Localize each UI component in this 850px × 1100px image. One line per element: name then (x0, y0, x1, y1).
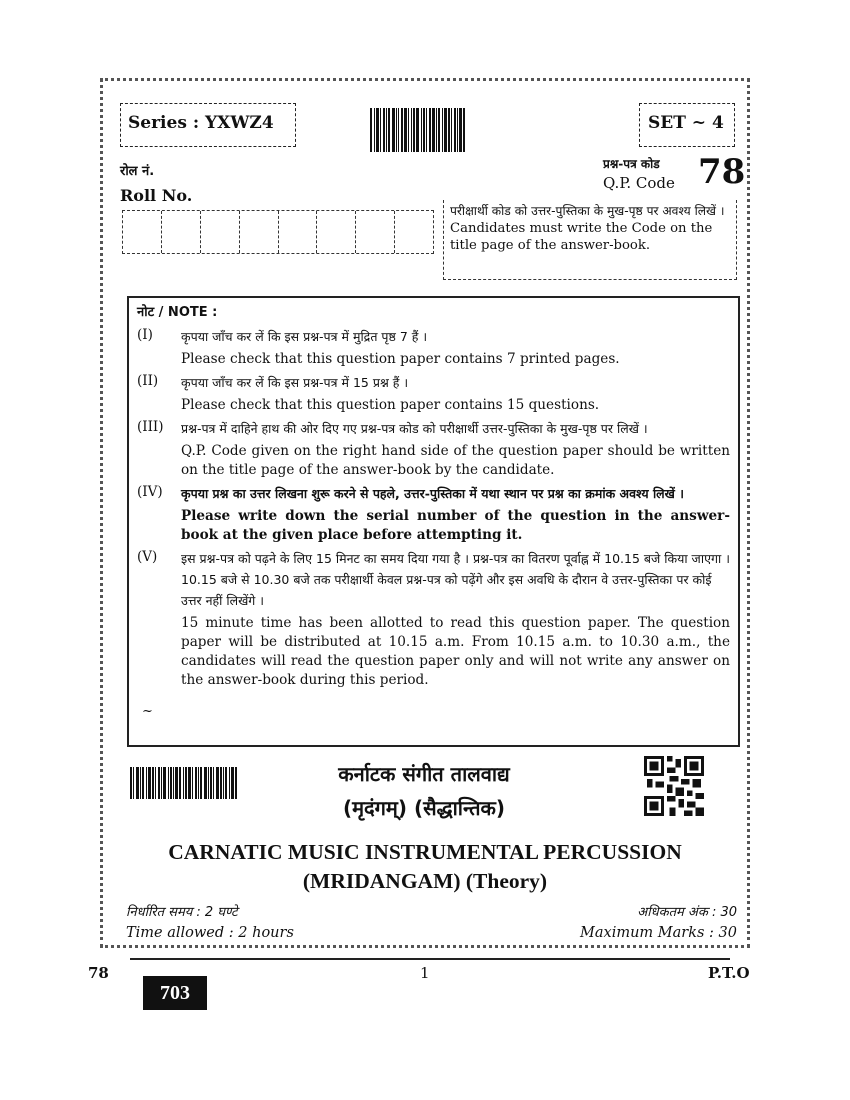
note-text-en: Please check that this question paper contains 7 printed pages. (181, 351, 620, 367)
roll-no-label-hi: रोल नं. (120, 164, 155, 179)
roll-no-label-en: Roll No. (120, 186, 193, 205)
roll-number-box[interactable] (240, 211, 279, 253)
candidate-instruction-en: Candidates must write the Code on the title page of the answer-book. (450, 221, 713, 253)
subject-title-hi (300, 757, 548, 825)
note-text-en: Q.P. Code given on the right hand side of the question paper should be written on the title page of the answer-book by the candidate. (181, 443, 730, 478)
note-text-en: Please write down the serial number of the question in the answer-book at the given place before attempting it. (181, 508, 730, 543)
roll-number-box[interactable] (395, 211, 433, 253)
note-item (137, 548, 730, 690)
series-label: Series : YXWZ4 (120, 103, 296, 147)
tilde-mark: ~ (142, 704, 153, 719)
qr-code-icon (644, 756, 704, 816)
roll-number-boxes[interactable] (122, 210, 434, 254)
time-allowed-en: Time allowed : 2 hours (126, 925, 294, 941)
note-number: (II) (137, 373, 159, 389)
subject-title-en-line1: CARNATIC MUSIC INSTRUMENTAL PERCUSSION (168, 840, 682, 864)
note-number: (I) (137, 327, 153, 343)
barcode-bar (235, 767, 237, 799)
subject-title-en-line2: (MRIDANGAM) (Theory) (302, 869, 548, 893)
qp-code-label-hi: प्रश्न-पत्र कोड (603, 157, 660, 171)
barcode-top (370, 108, 498, 152)
note-box (127, 296, 740, 747)
note-text-hi: कृपया जाँच कर लें कि इस प्रश्न-पत्र में 15 प्रश्न हैं । (181, 375, 409, 390)
roll-number-box[interactable] (162, 211, 201, 253)
barcode-bottom (130, 767, 278, 799)
note-text-hi: कृपया जाँच कर लें कि इस प्रश्न-पत्र में मुद्रित पृष्ठ 7 हैं । (181, 329, 428, 344)
note-number: (V) (137, 549, 158, 565)
roll-number-box[interactable] (356, 211, 395, 253)
note-item (137, 326, 730, 369)
subject-title-en (100, 838, 750, 896)
barcode-bar (463, 108, 465, 152)
subject-title-hi-line2: (मृदंगम्) (सैद्धान्तिक) (342, 796, 506, 820)
note-text-hi: इस प्रश्न-पत्र को पढ़ने के लिए 15 मिनट का समय दिया गया है । प्रश्न-पत्र का वितरण पूर्वाह्न में 10.15 बजे किया जाएगा । 10.15 बजे से 10.30 बजे तक परीक्षार्थी केवल प्रश्न-पत्र को पढ़ेंगे और इस अवधि के दौरान वे उत्तर-पुस्तिका पर कोई उत्तर नहीं लिखेंगे । (181, 551, 730, 608)
qp-code-label-en: Q.P. Code (603, 174, 675, 192)
note-item (137, 418, 730, 480)
subject-title-hi-line1: कर्नाटक संगीत तालवाद्य (338, 762, 510, 786)
footer-rule (130, 958, 730, 960)
candidate-instruction-box (443, 200, 737, 280)
note-number: (III) (137, 419, 164, 435)
pto-label: P.T.O (708, 964, 750, 982)
roll-number-box[interactable] (123, 211, 162, 253)
roll-number-box[interactable] (317, 211, 356, 253)
paper-code-badge: 703 (143, 976, 207, 1010)
note-item (137, 372, 730, 415)
time-allowed-hi: निर्धारित समय : 2 घण्टे (126, 905, 238, 920)
max-marks-hi: अधिकतम अंक : 30 (637, 905, 737, 920)
page-number: 1 (420, 964, 430, 982)
max-marks-en: Maximum Marks : 30 (580, 925, 737, 941)
set-label: SET ~ 4 (639, 103, 735, 147)
note-text-en: Please check that this question paper contains 15 questions. (181, 397, 600, 413)
note-number: (IV) (137, 484, 163, 500)
note-item (137, 483, 730, 545)
candidate-instruction-hi: परीक्षार्थी कोड को उत्तर-पुस्तिका के मुख-पृष्ठ पर अवश्य लिखें । (450, 204, 725, 218)
note-text-hi: कृपया प्रश्न का उत्तर लिखना शुरू करने से पहले, उत्तर-पुस्तिका में यथा स्थान पर प्रश्न का क्रमांक अवश्य लिखें । (181, 486, 684, 501)
roll-number-box[interactable] (279, 211, 318, 253)
note-text-en: 15 minute time has been allotted to read this question paper. The question paper will be distributed at 10.15 a.m. From 10.15 a.m. to 10.30 a.m., the candidates will read the question paper only and will not write any answer on the answer-book during this period. (181, 615, 730, 688)
footer-qp-code: 78 (88, 964, 109, 982)
qp-code-number: 78 (698, 152, 746, 192)
note-text-hi: प्रश्न-पत्र में दाहिने हाथ की ओर दिए गए प्रश्न-पत्र कोड को परीक्षार्थी उत्तर-पुस्तिका के मुख-पृष्ठ पर लिखें । (181, 421, 648, 436)
note-title: नोट / NOTE : (137, 305, 218, 320)
roll-number-box[interactable] (201, 211, 240, 253)
